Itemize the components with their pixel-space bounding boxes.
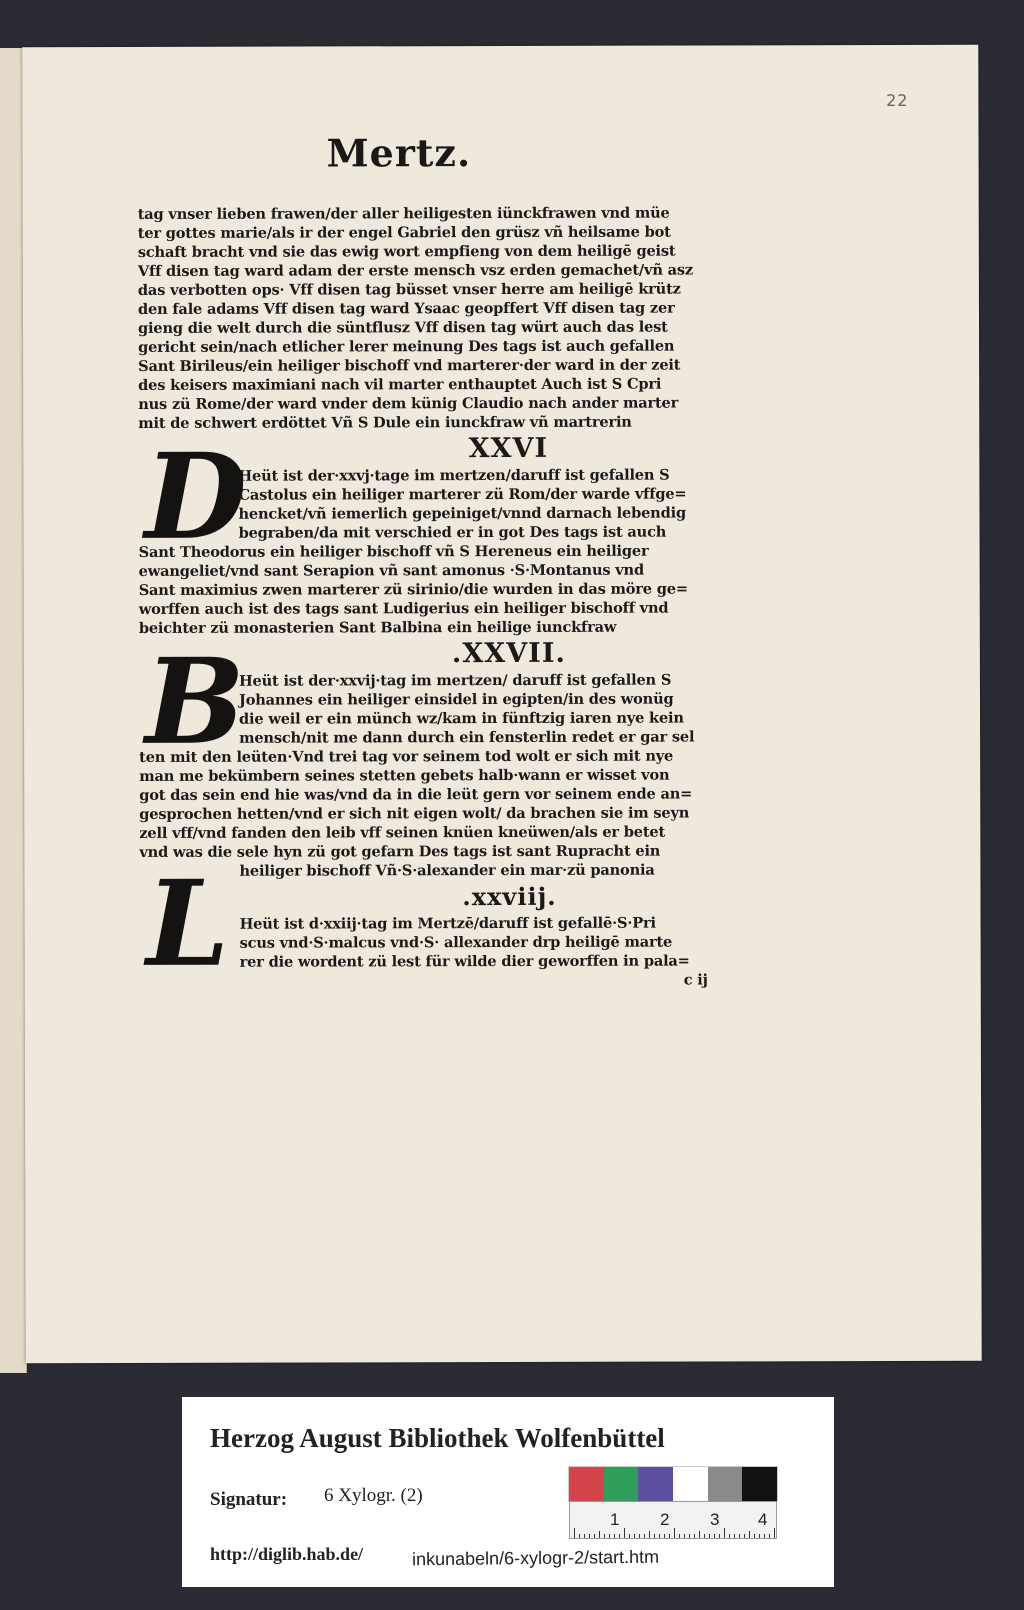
- section-xxvii: [139, 631, 740, 862]
- ruler-tick: [619, 1534, 620, 1538]
- ruler-tick: [614, 1534, 615, 1538]
- ruler-tick: [764, 1534, 765, 1538]
- text-line: des keisers maximiani nach vil marter enthauptet Auch ist S Cpri: [138, 375, 662, 394]
- signature-mark: c ij: [683, 971, 708, 989]
- ruler-tick: [609, 1534, 610, 1538]
- ruler-tick: [634, 1534, 635, 1538]
- day-numeral: .XXVII.: [451, 637, 566, 670]
- ruler-tick: [734, 1534, 735, 1538]
- text-line: Johannes ein heiliger einsidel in egipten/in des wonüg: [238, 690, 674, 709]
- ruler-tick: [659, 1534, 660, 1538]
- text-line: Sant Theodorus ein heiliger bischoff vñ S Hereneus ein heiliger: [138, 542, 649, 561]
- month-heading: Mertz.: [326, 130, 472, 176]
- text-line: Castolus ein heiliger marterer zü Rom/der warde vffge=: [238, 485, 687, 504]
- color-swatch-black: [742, 1467, 777, 1501]
- signature-value: 6 Xylogr. (2): [324, 1485, 423, 1506]
- text-line: got das sein end hie was/vnd da in die leüt gern vor seinem ende an=: [139, 785, 693, 804]
- color-swatch-green: [604, 1467, 639, 1501]
- text-line: mensch/nit me dann durch ein fensterlin redet er gar sel: [239, 728, 695, 747]
- ruler-tick: [759, 1534, 760, 1538]
- ruler-tick: [604, 1534, 605, 1538]
- text-line: zell vff/vnd fanden den leib vff seinen knüen kneüwen/als er betet: [139, 823, 666, 842]
- ruler-tick: [624, 1528, 625, 1538]
- ruler-tick: [629, 1534, 630, 1538]
- ruler-tick: [574, 1528, 575, 1538]
- decorated-initial-l: L: [146, 853, 230, 993]
- text-line: das verbotten ops· Vff disen tag büsset vnser herre am heiligē krütz: [137, 280, 681, 299]
- text-line: beichter zü monasterien Sant Balbina ein heilige iunckfraw: [138, 618, 617, 637]
- ruler-label: 2: [660, 1510, 670, 1529]
- text-line: Vff disen tag ward adam der erste mensch vsz erden gemachet/vñ asz: [137, 261, 693, 280]
- ruler-tick: [769, 1534, 770, 1538]
- text-line: die weil er ein münch wz/kam in fünftzig iaren nye kein: [239, 709, 684, 728]
- text-line: gesprochen hetten/vnd er sich nit eigen wolt/ da brachen sie im seyn: [139, 804, 690, 823]
- ruler-label: 3: [710, 1510, 720, 1529]
- text-line: worffen auch ist des tags sant Ludigerius ein heiliger bischoff vnd: [138, 599, 669, 618]
- ruler-tick: [744, 1534, 745, 1538]
- text-line: ten mit den leüten·Vnd trei tag vor seinem tod wolt er sich mit nye: [139, 747, 674, 766]
- decorated-initial-d: D: [144, 426, 247, 566]
- ruler-tick: [694, 1534, 695, 1538]
- color-swatch-gray: [708, 1467, 743, 1501]
- ruler-tick: [684, 1534, 685, 1538]
- decorated-initial-b: B: [144, 631, 245, 771]
- text-line: begraben/da mit verschied er in got Des tags ist auch: [238, 523, 667, 542]
- text-line: Heüt ist d·xxiij·tag im Mertzē/daruff ist gefallē·S·Pri: [239, 914, 656, 933]
- day-numeral: .xxviij.: [462, 881, 557, 912]
- ruler-tick: [584, 1534, 585, 1538]
- ruler-tick: [674, 1528, 675, 1538]
- day-numeral: XXVI: [468, 432, 549, 465]
- text-line: Sant maximius zwen marterer zü sirinio/die wurden in das möre ge=: [138, 580, 688, 599]
- ruler-tick: [729, 1534, 730, 1538]
- library-name: Herzog August Bibliothek Wolfenbüttel: [210, 1423, 665, 1453]
- ruler-tick: [669, 1534, 670, 1538]
- ruler-tick: [724, 1528, 725, 1538]
- text-line: rer die wordent zü lest für wilde dier geworffen in pala=: [239, 952, 690, 971]
- text-line: vnd was die sele hyn zü got gefarn Des tags ist sant Rupracht ein: [139, 842, 661, 861]
- intro-paragraph: [138, 203, 739, 433]
- text-block: [138, 203, 740, 991]
- ruler-tick: [579, 1534, 580, 1538]
- ruler-label: 1: [610, 1510, 620, 1529]
- text-line: hencket/vñ iemerlich gepeiniget/vnnd darnach lebendig: [238, 504, 686, 523]
- ruler-tick: [589, 1534, 590, 1538]
- color-calibration-scale: [569, 1467, 777, 1501]
- measurement-ruler: [569, 1501, 777, 1539]
- url-base[interactable]: http://diglib.hab.de/: [210, 1544, 364, 1564]
- text-line: tag vnser lieben frawen/der aller heiligesten iünckfrawen vnd müe: [137, 204, 670, 223]
- ruler-tick: [709, 1534, 710, 1538]
- color-swatch-blue: [638, 1467, 673, 1501]
- text-line: nus zü Rome/der ward vnder dem künig Claudio nach ander marter: [138, 394, 679, 413]
- text-line: Heüt ist der·xxvj·tage im mertzen/daruff ist gefallen S: [238, 466, 670, 485]
- ruler-tick: [654, 1534, 655, 1538]
- text-line: gericht sein/nach etlicher lerer meinung Des tags ist auch gefallen: [138, 337, 675, 356]
- color-swatch-white: [673, 1467, 708, 1501]
- manuscript-page: [22, 45, 981, 1363]
- ruler-tick: [649, 1531, 650, 1538]
- ruler-tick: [704, 1534, 705, 1538]
- text-line: den fale adams Vff disen tag ward Ysaac geopffert Vff disen tag zer: [137, 299, 675, 318]
- ruler-tick: [714, 1534, 715, 1538]
- ruler-tick: [664, 1534, 665, 1538]
- signature-label: Signatur:: [210, 1489, 288, 1510]
- folio-number: 22: [886, 90, 909, 110]
- color-swatch-red: [569, 1467, 604, 1501]
- ruler-tick: [739, 1534, 740, 1538]
- ruler-tick: [699, 1531, 700, 1538]
- text-line: ewangeliet/vnd sant Serapion vñ sant amonus ·S·Montanus vnd: [138, 561, 644, 580]
- ruler-tick: [599, 1531, 600, 1538]
- text-line: mit de schwert erdöttet Vñ S Dule ein iunckfraw vñ martrerin: [138, 413, 632, 432]
- ruler-tick: [639, 1534, 640, 1538]
- ruler-tick: [594, 1534, 595, 1538]
- ruler-tick: [719, 1534, 720, 1538]
- library-info-card: [182, 1397, 834, 1587]
- ruler-tick: [679, 1534, 680, 1538]
- section-xxviii: [139, 853, 739, 993]
- section-xxvi: [138, 426, 739, 638]
- ruler-tick: [689, 1534, 690, 1538]
- text-line: Heüt ist der·xxvij·tag im mertzen/ daruff ist gefallen S: [238, 671, 672, 690]
- ruler-label: 4: [758, 1510, 768, 1529]
- text-line: schaft bracht vnd sie das ewig wort empfieng von dem heiligē geist: [137, 242, 676, 261]
- ruler-tick: [774, 1528, 775, 1538]
- text-line: gieng die welt durch die süntflusz Vff disen tag würt auch das lest: [137, 318, 668, 337]
- ruler-tick: [749, 1531, 750, 1538]
- ruler-tick: [754, 1534, 755, 1538]
- text-line: man me bekümbern seines stetten gebets halb·wann er wisset von: [139, 766, 670, 785]
- text-line: ter gottes marie/als ir der engel Gabriel den grüsz vñ heilsame bot: [137, 223, 671, 242]
- text-line: scus vnd·S·malcus vnd·S· allexander drp heiligē marte: [239, 933, 673, 952]
- text-line: Sant Birileus/ein heiliger bischoff vnd marterer·der ward in der zeit: [138, 356, 681, 375]
- url-path[interactable]: inkunabeln/6-xylogr-2/start.htm: [411, 1546, 660, 1570]
- text-line: heiliger bischoff Vñ·S·alexander ein mar·zü panonia: [239, 861, 655, 880]
- ruler-tick: [644, 1534, 645, 1538]
